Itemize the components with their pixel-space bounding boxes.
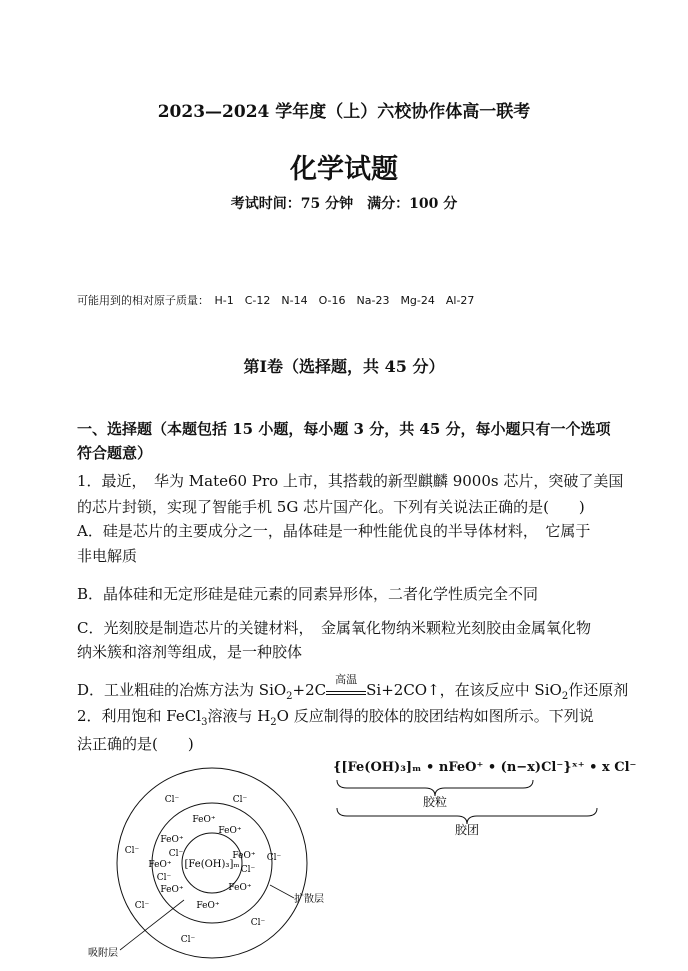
atomic-masses: 可能用到的相对原子质量： H-1 C-12 N-14 O-16 Na-23 Mg-24 Al-27	[77, 294, 475, 307]
q2-stem-line2: 法正确的是( )	[77, 735, 194, 753]
q1-option-a: A．硅是芯片的主要成分之一，晶体硅是一种性能优良的半导体材料， 它属于	[77, 522, 591, 540]
adsorption-pointer	[120, 900, 184, 950]
cl-ion: Cl⁻	[180, 935, 196, 945]
cl-ion: Cl⁻	[156, 873, 172, 883]
q1-d-text-1: D．工业粗硅的冶炼方法为 SiO	[77, 681, 287, 699]
subscript: 3	[201, 717, 208, 728]
feo-ion: FeO⁺	[160, 885, 184, 895]
q1-option-d	[77, 673, 629, 708]
q1-stem-line2: 的芯片封锁，实现了智能手机 5G 芯片国产化。下列有关说法正确的是( )	[77, 498, 585, 516]
core-label: [Fe(OH)₃]ₘ	[184, 859, 240, 870]
q2-text-2: 溶液与 H	[207, 707, 271, 725]
exam-title: 2023—2024 学年度（上）六校协作体高一联考	[157, 102, 531, 122]
cl-ion: Cl⁻	[232, 795, 248, 805]
q1-d-text-2: +2C	[292, 681, 327, 699]
feo-ion: FeO⁺	[160, 835, 184, 845]
feo-ion: FeO⁺	[196, 901, 220, 911]
formula-braces	[333, 778, 603, 840]
cl-ion: Cl⁻	[168, 849, 184, 859]
adsorption-layer-label: 吸附层	[88, 948, 118, 959]
q1-d-text-3: Si+2CO↑，在该反应中 SiO	[366, 681, 562, 699]
q1-option-a-cont: 非电解质	[77, 547, 138, 565]
time-score: 考试时间：75 分钟 满分：100 分	[230, 196, 458, 212]
micelle-diagram	[80, 760, 330, 965]
q1-option-b: B．晶体硅和无定形硅是硅元素的同素异形体，二者化学性质完全不同	[77, 585, 539, 603]
colloid-particle-label: 胶粒	[422, 795, 448, 809]
cl-ion: Cl⁻	[250, 918, 266, 928]
reaction-arrow	[326, 673, 366, 695]
subscript: 2	[561, 691, 569, 702]
diffusion-pointer	[270, 885, 294, 898]
cl-ion: Cl⁻	[164, 795, 180, 805]
q2-text-3: O 反应制得的胶体的胶团结构如图所示。下列说	[276, 707, 594, 725]
feo-ion: FeO⁺	[192, 815, 216, 825]
feo-ion: FeO⁺	[218, 826, 242, 836]
q2-text-1: 2．利用饱和 FeCl	[77, 707, 202, 725]
diffusion-layer-label: 扩散层	[294, 894, 324, 905]
equals-bar	[326, 691, 366, 695]
colloid-particle-brace	[337, 780, 533, 796]
reaction-condition: 高温	[335, 673, 358, 686]
cl-ion: Cl⁻	[240, 865, 256, 875]
q1-option-c-cont: 纳米簇和溶剂等组成，是一种胶体	[77, 643, 303, 661]
feo-ion: FeO⁺	[148, 860, 172, 870]
q1-d-text-4: 作还原剂	[568, 681, 629, 699]
q1-stem-line1: 1．最近， 华为 Mate60 Pro 上市，其搭载的新型麒麟 9000s 芯片，突破了美国	[77, 472, 624, 490]
micelle-formula: {[Fe(OH)₃]ₘ • nFeO⁺ • (n−x)Cl⁻}ˣ⁺ • x Cl⁻	[333, 760, 637, 775]
cl-ion: Cl⁻	[134, 901, 150, 911]
q1-option-c: C．光刻胶是制造芯片的关键材料， 金属氧化物纳米颗粒光刻胶由金属氧化物	[77, 619, 591, 637]
feo-ion: FeO⁺	[232, 851, 256, 861]
micelle-brace	[337, 808, 597, 824]
subscript: 2	[270, 717, 277, 728]
part1-heading: 一、选择题（本题包括 15 小题，每小题 3 分，共 45 分，每小题只有一个选项符合题意）	[77, 420, 611, 462]
cl-ion: Cl⁻	[124, 846, 140, 856]
subject-title: 化学试题	[290, 154, 398, 185]
feo-ion: FeO⁺	[228, 883, 252, 893]
section-title: 第Ⅰ卷（选择题，共 45 分）	[243, 357, 445, 376]
cl-ion: Cl⁻	[266, 853, 282, 863]
subscript: 2	[286, 691, 293, 702]
q2-stem-line1	[77, 705, 594, 734]
micelle-label: 胶团	[454, 823, 480, 837]
